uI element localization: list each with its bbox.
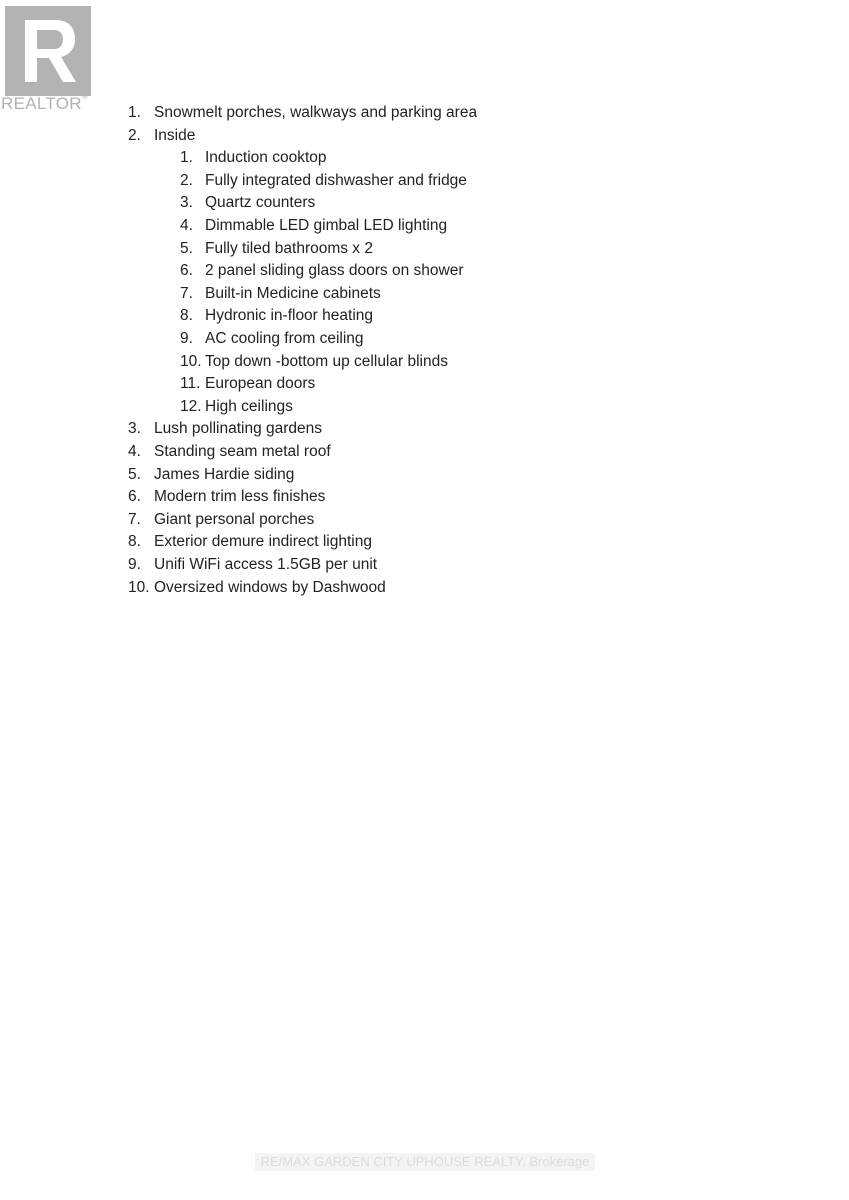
sub-list-item-number: 2.	[180, 172, 193, 189]
sub-list-item-text: Induction cooktop	[205, 149, 327, 166]
list-item-number: 2.	[128, 127, 141, 144]
sub-list-item-text: AC cooling from ceiling	[205, 330, 364, 347]
list-item	[128, 418, 322, 440]
list-item	[128, 464, 294, 486]
realtor-r-icon	[5, 6, 91, 96]
sub-list-item-number: 11.	[180, 375, 201, 392]
sub-list-item-number: 1.	[180, 149, 193, 166]
list-item	[128, 125, 195, 147]
sub-list-item-number: 4.	[180, 217, 193, 234]
realtor-wordmark-text: REALTOR	[1, 94, 82, 113]
list-item	[128, 577, 386, 599]
list-item	[128, 441, 331, 463]
sub-list-item	[180, 305, 373, 327]
list-item-number: 1.	[128, 104, 141, 121]
sub-list-item-number: 12.	[180, 398, 202, 415]
sub-list-item	[180, 396, 293, 418]
sub-list-item-number: 5.	[180, 240, 193, 257]
list-item-number: 5.	[128, 466, 141, 483]
sub-list-item-text: Fully tiled bathrooms x 2	[205, 240, 373, 257]
list-item-text: Unifi WiFi access 1.5GB per unit	[154, 556, 378, 573]
list-item-text: Modern trim less finishes	[154, 488, 326, 505]
sub-list-item-number: 7.	[180, 285, 193, 302]
list-item	[128, 486, 325, 508]
sub-list-item-text: 2 panel sliding glass doors on shower	[205, 262, 464, 279]
sub-list-item-number: 6.	[180, 262, 193, 279]
list-item-text: Oversized windows by Dashwood	[154, 579, 386, 596]
sub-list-item-text: Dimmable LED gimbal LED lighting	[205, 217, 448, 234]
list-item-text: Exterior demure indirect lighting	[154, 533, 372, 550]
list-item	[128, 509, 314, 531]
sub-list-item	[180, 283, 381, 305]
list-item-number: 8.	[128, 533, 141, 550]
list-item	[128, 554, 377, 576]
brokerage-watermark: RE/MAX GARDEN CITY UPHOUSE REALTY, Brokerage	[255, 1153, 595, 1171]
sub-list-item-text: Top down -bottom up cellular blinds	[205, 353, 448, 370]
list-item-number: 7.	[128, 511, 141, 528]
sub-list-item-text: Built-in Medicine cabinets	[205, 285, 381, 302]
sub-list-item-text: Hydronic in-floor heating	[205, 307, 374, 324]
sub-list-item	[180, 351, 448, 373]
list-item-text: Inside	[154, 127, 196, 144]
list-item-text: Snowmelt porches, walkways and parking area	[154, 104, 478, 121]
sub-list-item-number: 8.	[180, 307, 193, 324]
list-item-text: Giant personal porches	[154, 511, 315, 528]
list-item-number: 9.	[128, 556, 141, 573]
list-item-number: 4.	[128, 443, 141, 460]
sub-list-item	[180, 373, 315, 395]
list-item-number: 3.	[128, 420, 141, 437]
list-item-text: James Hardie siding	[154, 466, 295, 483]
sub-list-item	[180, 215, 447, 237]
list-item	[128, 531, 372, 553]
sub-list-item-text: Fully integrated dishwasher and fridge	[205, 172, 467, 189]
sub-list-item-number: 9.	[180, 330, 193, 347]
sub-list-item-number: 3.	[180, 194, 193, 211]
sub-list-item-text: High ceilings	[205, 398, 293, 415]
sub-list-item	[180, 260, 464, 282]
sub-list-item	[180, 192, 315, 214]
list-item-text: Lush pollinating gardens	[154, 420, 323, 437]
sub-list-item-number: 10.	[180, 353, 202, 370]
list-item-number: 6.	[128, 488, 141, 505]
list-item-number: 10.	[128, 579, 150, 596]
sub-list-item-text: European doors	[205, 375, 316, 392]
sub-list-item	[180, 147, 327, 169]
registered-mark: ®	[81, 92, 89, 101]
realtor-wordmark	[1, 94, 88, 114]
sub-list-item	[180, 170, 467, 192]
sub-list-item	[180, 238, 373, 260]
list-item-text: Standing seam metal roof	[154, 443, 331, 460]
list-item	[128, 102, 477, 124]
sub-list-item	[180, 328, 364, 350]
sub-list-item-text: Quartz counters	[205, 194, 316, 211]
